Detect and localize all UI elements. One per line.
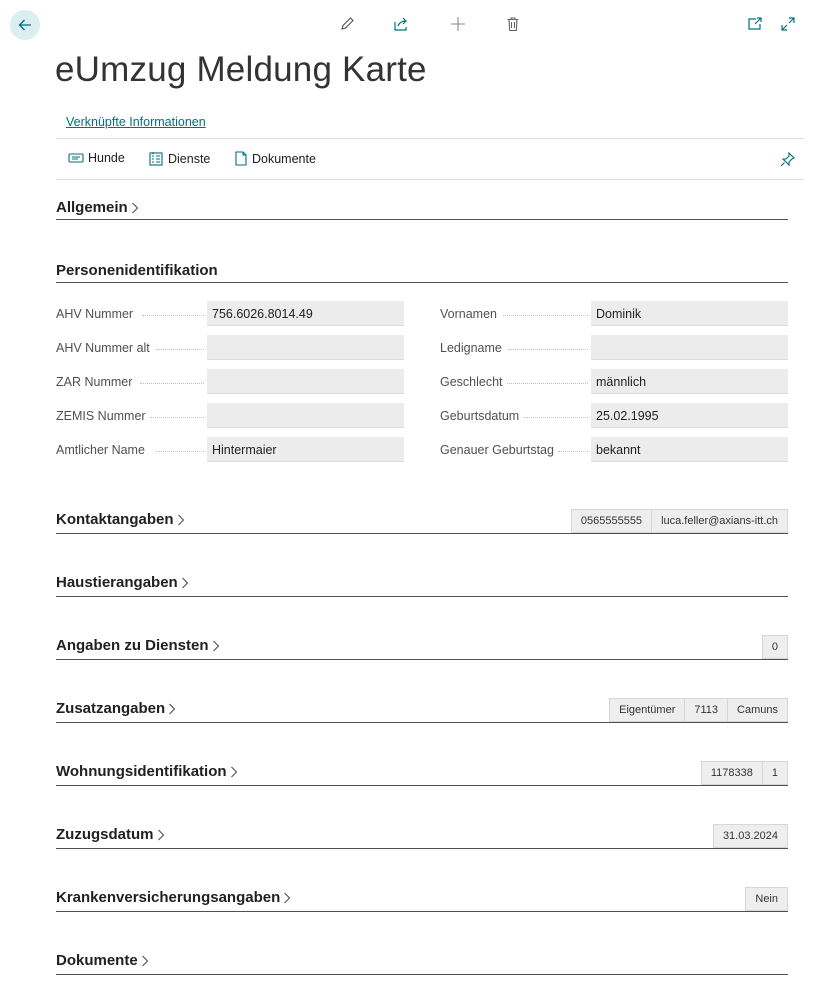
chevron-right-icon — [181, 577, 189, 589]
arrow-left-icon — [17, 17, 33, 33]
section-wohnung-header[interactable] — [56, 763, 238, 780]
pin-icon — [780, 152, 795, 167]
section-haustier-title: Haustierangaben — [56, 574, 178, 591]
amtlicher-name-field[interactable]: Hintermaier — [207, 437, 404, 462]
zemis-nummer-field[interactable] — [207, 403, 404, 428]
zuzug-summary — [713, 824, 788, 848]
dokumente-action[interactable] — [234, 151, 316, 166]
dotted-leader — [508, 349, 588, 350]
action-bar — [56, 138, 804, 180]
section-krankenversicherungsangaben — [56, 886, 788, 912]
section-zuzug-title: Zuzugsdatum — [56, 826, 154, 843]
chevron-right-icon — [168, 703, 176, 715]
delete-icon — [505, 16, 521, 32]
kontakt-summary — [571, 509, 788, 533]
chevron-right-icon — [283, 892, 291, 904]
genauer-geburtstag-label: Genauer Geburtstag — [440, 443, 554, 457]
phone-badge: 0565555555 — [571, 509, 652, 533]
dienste-icon — [149, 151, 164, 166]
geschlecht-field[interactable]: männlich — [591, 369, 788, 394]
expand-icon — [780, 16, 796, 32]
dotted-leader — [156, 349, 204, 350]
kranken-status-badge: Nein — [745, 887, 788, 911]
add-icon — [450, 16, 466, 32]
section-personen-title: Personenidentifikation — [56, 262, 218, 279]
dotted-leader — [503, 315, 588, 316]
postcode-badge: 7113 — [685, 698, 728, 722]
geschlecht-label: Geschlecht — [440, 375, 503, 389]
dotted-leader — [507, 383, 588, 384]
section-zusatzangaben — [56, 697, 788, 723]
chevron-right-icon — [131, 202, 139, 214]
zemis-nummer-label: ZEMIS Nummer — [56, 409, 146, 423]
section-haustier-header[interactable] — [56, 574, 189, 591]
hunde-action-label: Hunde — [88, 151, 125, 165]
ahv-nummer-label: AHV Nummer — [56, 307, 134, 321]
ahv-nummer-alt-label: AHV Nummer alt — [56, 341, 150, 355]
owner-badge: Eigentümer — [609, 698, 685, 722]
expand-button[interactable] — [779, 15, 797, 33]
section-angaben-zu-diensten — [56, 634, 788, 660]
dotted-leader — [558, 451, 588, 452]
page-title: eUmzug Meldung Karte — [55, 50, 427, 89]
section-allgemein-header[interactable] — [56, 199, 139, 216]
chevron-right-icon — [177, 514, 185, 526]
chevron-right-icon — [157, 829, 165, 841]
section-personen-header[interactable] — [56, 262, 218, 279]
email-badge: luca.feller@axians-itt.ch — [652, 509, 788, 533]
edit-button[interactable] — [338, 15, 356, 33]
open-new-window-button[interactable] — [746, 15, 764, 33]
section-wohnung-title: Wohnungsidentifikation — [56, 763, 227, 780]
city-badge: Camuns — [728, 698, 788, 722]
kranken-summary — [745, 887, 788, 911]
dotted-leader — [142, 315, 204, 316]
dienste-summary — [762, 635, 788, 659]
section-kranken-header[interactable] — [56, 889, 291, 906]
chevron-right-icon — [212, 640, 220, 652]
section-allgemein-title: Allgemein — [56, 199, 128, 216]
zar-nummer-label: ZAR Nummer — [56, 375, 133, 389]
dienste-action-label: Dienste — [168, 151, 211, 166]
section-dokumente-title: Dokumente — [56, 952, 138, 969]
document-icon — [234, 151, 248, 166]
section-kontakt-header[interactable] — [56, 511, 185, 528]
personalize-button[interactable] — [780, 152, 795, 167]
chevron-right-icon — [141, 955, 149, 967]
section-haustierangaben — [56, 571, 788, 597]
geburtsdatum-label: Geburtsdatum — [440, 409, 520, 423]
section-allgemein — [56, 196, 788, 220]
amtlicher-name-label: Amtlicher Name — [56, 443, 145, 457]
dotted-leader — [150, 417, 204, 418]
related-information-link[interactable]: Verknüpfte Informationen — [66, 115, 206, 129]
ewid-badge: 1 — [763, 761, 788, 785]
new-button[interactable] — [449, 15, 467, 33]
dienste-action[interactable] — [149, 151, 210, 166]
delete-button[interactable] — [504, 15, 522, 33]
section-kranken-title: Krankenversicherungsangaben — [56, 889, 281, 906]
section-dokumente — [56, 949, 788, 975]
open-new-window-icon — [747, 16, 763, 32]
section-zuzug-header[interactable] — [56, 826, 165, 843]
hunde-action[interactable] — [68, 151, 125, 165]
dienste-count-badge: 0 — [762, 635, 788, 659]
vornamen-field[interactable]: Dominik — [591, 301, 788, 326]
section-zusatz-title: Zusatzangaben — [56, 700, 166, 717]
zusatz-summary — [609, 698, 788, 722]
share-icon — [393, 16, 409, 32]
dokumente-action-label: Dokumente — [252, 151, 316, 166]
dotted-leader — [156, 451, 204, 452]
wohnung-summary — [701, 761, 788, 785]
section-kontaktangaben — [56, 508, 788, 534]
zar-nummer-field[interactable] — [207, 369, 404, 394]
vornamen-label: Vornamen — [440, 307, 497, 321]
share-button[interactable] — [392, 15, 410, 33]
section-personenidentifikation — [56, 259, 788, 283]
section-dokumente-header[interactable] — [56, 952, 149, 969]
section-dienste-title: Angaben zu Diensten — [56, 637, 209, 654]
edit-icon — [339, 16, 355, 32]
section-zusatz-header[interactable] — [56, 700, 176, 717]
section-kontakt-title: Kontaktangaben — [56, 511, 174, 528]
ledigname-field[interactable] — [591, 335, 788, 360]
ahv-nummer-alt-field[interactable] — [207, 335, 404, 360]
geburtsdatum-field[interactable]: 25.02.1995 — [591, 403, 788, 428]
section-zuzugsdatum — [56, 823, 788, 849]
section-wohnungsidentifikation — [56, 760, 788, 786]
dotted-leader — [524, 417, 588, 418]
hunde-icon — [68, 151, 84, 165]
section-dienste-header[interactable] — [56, 637, 220, 654]
ledigname-label: Ledigname — [440, 341, 502, 355]
zuzug-date-badge: 31.03.2024 — [713, 824, 788, 848]
egid-badge: 1178338 — [701, 761, 763, 785]
ahv-nummer-field[interactable]: 756.6026.8014.49 — [207, 301, 404, 326]
dotted-leader — [140, 383, 204, 384]
chevron-right-icon — [230, 766, 238, 778]
genauer-geburtstag-field[interactable]: bekannt — [591, 437, 788, 462]
back-button[interactable] — [10, 10, 40, 40]
